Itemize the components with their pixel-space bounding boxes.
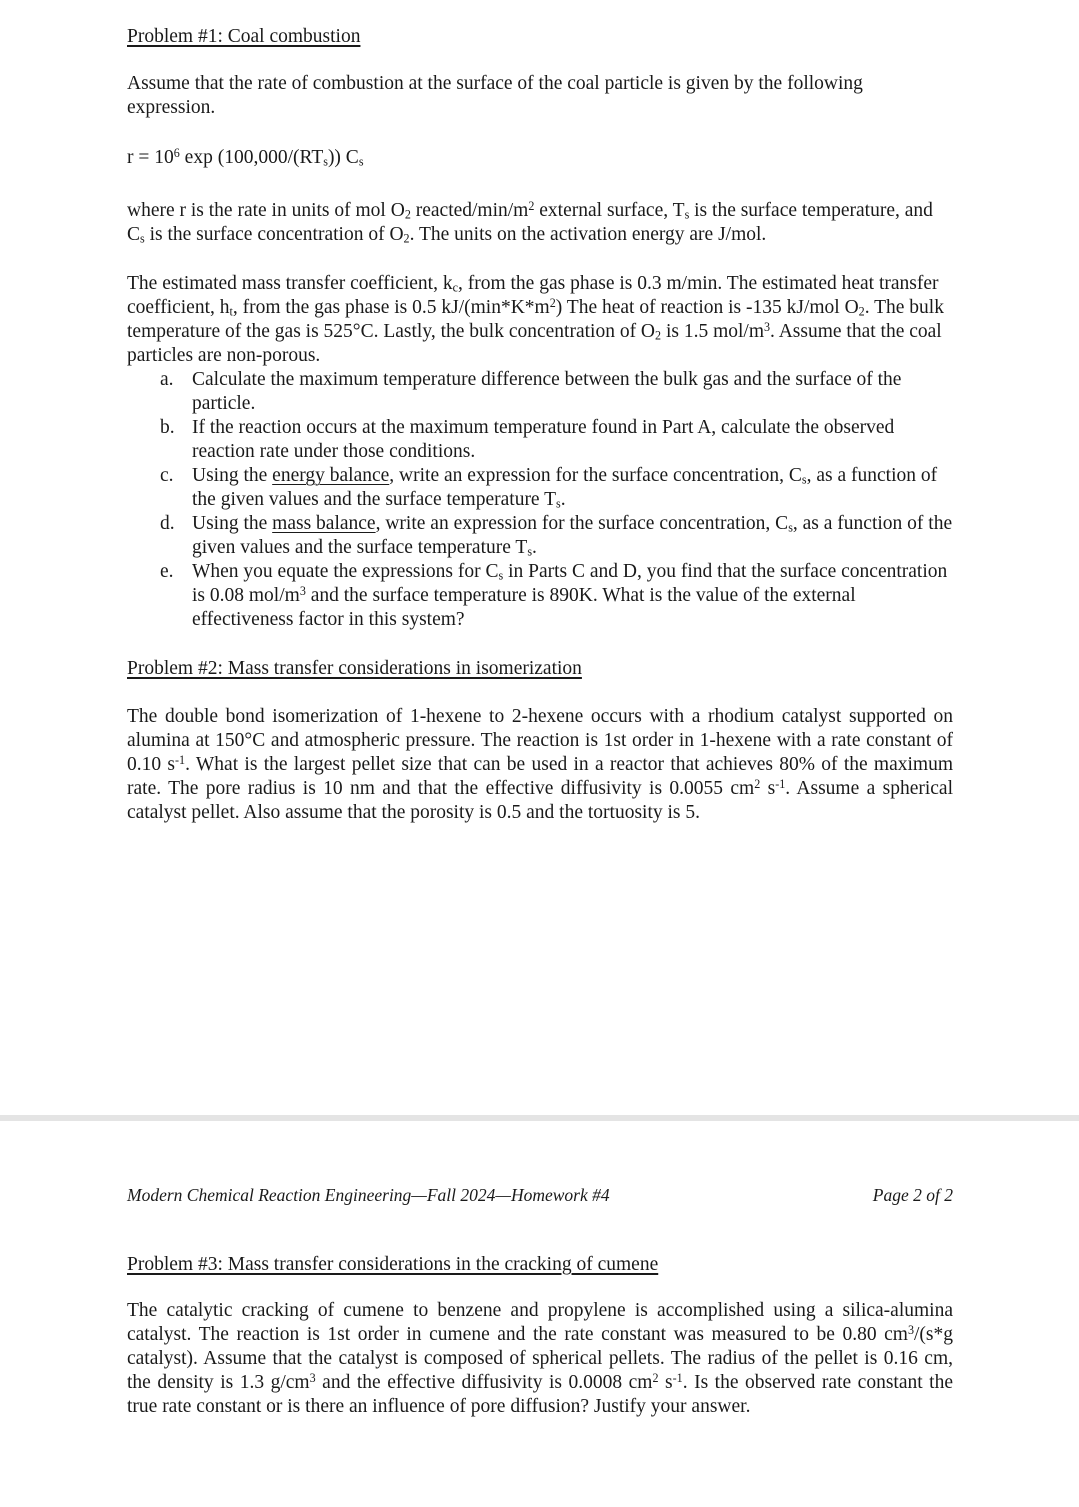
course-title-header: Modern Chemical Reaction Engineering—Fall 2024—Homework #4 [127,1185,610,1205]
page-2 [0,1121,1079,1419]
reaction-rate-equation: $r = 10^6$ exp (100,000/(RTs)) Cs [127,145,364,169]
list-item-text: When you equate the expressions for Cs in Parts C and D, you find that the surface concentration is 0.08 mol/$m^3$ and the surface temperature is 890K. What is the value of the external effectiveness factor in this system? [192,561,948,630]
list-item-part-a [127,368,953,416]
list-item-text: Using the mass balance, write an expression for the surface concentration, Cs, as a function of the given values and the surface temperature Ts. [192,513,953,559]
list-item-part-b [127,416,953,464]
list-item-label: a. [160,369,174,390]
list-item-part-c [127,464,953,512]
list-item-label: e. [160,561,174,582]
list-item-text: Calculate the maximum temperature difference between the bulk gas and the surface of the particle. [192,369,902,414]
problem-1-intro-paragraph: Assume that the rate of combustion at the surface of the coal particle is given by the following expression. [127,73,863,118]
problem-2-body-paragraph: The double bond isomerization of 1-hexene to 2-hexene occurs with a rhodium catalyst supported on alumina at 150°C and atmospheric pressure. The reaction is 1st order in 1-hexene with a rate constant of 0.10 $s^{-1}$. What is the largest pellet size that can be used in a reactor that achieves 80% of the maximum rate. The pore radius is 10 nm and that the effective diffusivity is 0.0055 $cm^2$ $s^{-1}$. Assume a spherical catalyst pellet. Also assume that the porosity is 0.5 and the tortuosity is 5. [127,706,954,823]
transport-coefficients-paragraph: The estimated mass transfer coefficient, kc, from the gas phase is 0.3 m/min. The estimated heat transfer coefficient, ht, from the gas phase is 0.5 $kJ/(\min*K*m^2)$ The heat of reaction is -135 kJ/mol O2. The bulk temperature of the gas is 525°C. Lastly, the bulk concentration of O2 is 1.5 mol/$m^3$. Assume that the coal particles are non-porous. [127,273,944,366]
list-item-text: If the reaction occurs at the maximum temperature found in Part A, calculate the observed reaction rate under those conditions. [192,417,895,462]
problem-3-heading: Problem #3: Mass transfer considerations in the cracking of cumene [127,1254,659,1275]
list-item-part-d [127,512,953,560]
page-number: Page 2 of 2 [872,1185,953,1205]
problem-3-body-paragraph: The catalytic cracking of cumene to benzene and propylene is accomplished using a silica-alumina catalyst. The reaction is 1st order in cumene and the rate constant was measured to be 0.80 $cm^3/(s*g$ catalyst). Assume that the catalyst is composed of spherical pellets. The radius of the pellet is 0.16 cm, the density is 1.3 $g/cm^3$ and the effective diffusivity is 0.0008 $cm^2$ $s^{-1}$. Is the observed rate constant the true rate constant or is there an influence of pore diffusion? Justify your answer. [127,1300,954,1417]
list-item-label: c. [160,465,174,486]
list-item-label: d. [160,513,175,534]
rate-definition-paragraph: where r is the rate in units of mol O2 reacted/$\min/m^2$ external surface, Ts is the surface temperature, and Cs is the surface concentration of O2. The units on the activation energy are J/mol. [127,198,933,246]
problem-2-heading: Problem #2: Mass transfer considerations in isomerization [127,658,582,679]
list-item-part-e [127,560,953,632]
problem-1-parts-list [127,368,953,632]
list-item-label: b. [160,417,175,438]
problem-1-heading: Problem #1: Coal combustion [127,26,361,47]
list-item-text: Using the energy balance, write an expression for the surface concentration, Cs, as a function of the given values and the surface temperature Ts. [192,465,938,511]
page-2-header [127,1185,953,1206]
